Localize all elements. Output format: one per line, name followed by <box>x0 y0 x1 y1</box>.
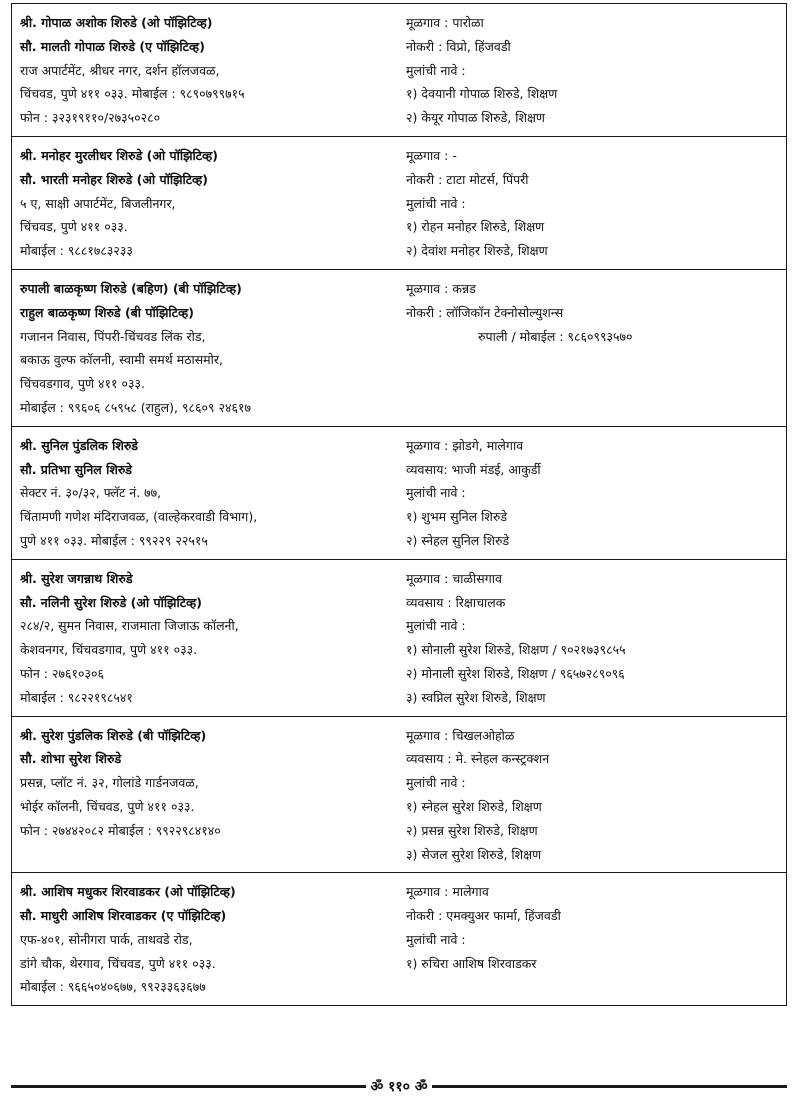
child-item: २) मोनाली सुरेश शिरुडे, शिक्षण / ९६५७२८९०९६ <box>406 665 625 681</box>
family-entry <box>11 270 787 427</box>
family-info <box>406 724 778 867</box>
occupation: व्यवसाय : रिक्षाचालक <box>406 594 506 610</box>
address-line: भोईर कॉलनी, चिंचवड, पुणे ४११ ०३३. <box>20 798 195 814</box>
child-item: १) स्नेहल सुरेश शिरुडे, शिक्षण <box>406 798 542 814</box>
address-line: डांगे चौक, थेरगाव, चिंचवड, पुणे ४११ ०३३. <box>20 955 216 971</box>
address-line: ५ ए, साक्षी अपार्टमेंट, बिजलीनगर, <box>20 195 176 211</box>
child-item: १) रुचिरा आशिष शिरवाडकर <box>406 955 537 971</box>
children-heading: मुलांची नावे : <box>406 62 466 78</box>
child-item: १) सोनाली सुरेश शिरुडे, शिक्षण / ९०२१७३९८५५ <box>406 642 626 658</box>
address-line: गजानन निवास, पिंपरी-चिंचवड लिंक रोड, <box>20 328 206 344</box>
contact-details <box>20 567 406 710</box>
occupation: नोकरी : लॉजिकॉन टेक्नोसोल्युशन्स <box>406 304 564 320</box>
child-item: ३) स्वप्निल सुरेश शिरुडे, शिक्षण <box>406 689 546 705</box>
child-item: २) केयूर गोपाळ शिरुडे, शिक्षण <box>406 110 545 126</box>
native-place: मूळगाव : झोडगे, मालेगाव <box>406 437 524 453</box>
address-line: बकाऊ वुल्फ कॉलनी, स्वामी समर्थ मठासमोर, <box>20 352 223 368</box>
address-line: चिंचवड, पुणे ४११ ०३३. मोबाईल : ९८९०७९९७१५ <box>20 86 245 102</box>
head-name: श्री. गोपाळ अशोक शिरुडे (ओ पॉझिटिव्ह) <box>20 15 213 30</box>
child-item: २) प्रसन्न सुरेश शिरुडे, शिक्षण <box>406 822 538 838</box>
contact-details <box>20 880 406 999</box>
native-place: मूळगाव : चिखलओहोळ <box>406 727 515 743</box>
head-name: रुपाली बाळकृष्ण शिरुडे (बहिण) (बी पॉझिटिव्ह) <box>20 280 242 296</box>
page-number: ॐ ११० ॐ <box>370 1078 428 1095</box>
native-place: मूळगाव : पारोळा <box>406 15 484 30</box>
page-footer <box>11 1076 787 1096</box>
phone-line: मोबाईल : ९९६०६ ८५९५८ (राहुल), ९८६०९ २४६१७ <box>20 399 251 415</box>
spouse-name: सौ. शोभा सुरेश शिरुडे <box>20 751 122 767</box>
family-entry <box>11 3 787 137</box>
child-item: २) देवांश मनोहर शिरुडे, शिक्षण <box>406 243 548 259</box>
child-item: १) शुभम सुनिल शिरुडे <box>406 509 508 525</box>
address-line: चिंचवड, पुणे ४११ ०३३. <box>20 219 128 235</box>
address-line: २८४/२, सुमन निवास, राजमाता जिजाऊ कॉलनी, <box>20 618 239 634</box>
address-line: चिंचवडगाव, पुणे ४११ ०३३. <box>20 376 145 392</box>
family-info <box>406 11 778 130</box>
contact-details <box>20 144 406 263</box>
head-name: श्री. मनोहर मुरलीधर शिरुडे (ओ पॉझिटिव्ह) <box>20 147 219 163</box>
footer-rule-left <box>11 1085 366 1088</box>
phone-line: रुपाली / मोबाईल : ९८६०९९३५७० <box>478 328 633 344</box>
spouse-name: राहुल बाळकृष्ण शिरुडे (बी पॉझिटिव्ह) <box>20 304 194 320</box>
occupation: व्यवसाय : मे. स्नेहल कन्स्ट्रक्शन <box>406 751 550 767</box>
family-info <box>406 434 778 553</box>
children-heading: मुलांची नावे : <box>406 618 466 634</box>
family-entry <box>11 873 787 1006</box>
family-info <box>406 144 778 263</box>
spouse-name: सौ. माधुरी आशिष शिरवाडकर (ए पॉझिटिव्ह) <box>20 908 227 924</box>
directory-page <box>11 3 787 1006</box>
child-item: २) स्नेहल सुनिल शिरुडे <box>406 532 510 548</box>
phone-line: फोन : ३२३१९११०/२७३५०२८० <box>20 110 161 126</box>
spouse-name: सौ. नलिनी सुरेश शिरुडे (ओ पॉझिटिव्ह) <box>20 594 203 610</box>
children-heading: मुलांची नावे : <box>406 195 466 211</box>
head-name: श्री. सुनिल पुंडलिक शिरुडे <box>20 437 138 453</box>
child-item: ३) सेजल सुरेश शिरुडे, शिक्षण <box>406 846 542 862</box>
contact-details <box>20 11 406 130</box>
family-info <box>406 277 778 420</box>
family-info <box>406 567 778 710</box>
children-heading: मुलांची नावे : <box>406 775 466 791</box>
native-place: मूळगाव : कन्नड <box>406 280 476 296</box>
family-entry <box>11 717 787 874</box>
spouse-name: सौ. मालती गोपाळ शिरुडे (ए पॉझिटिव्ह) <box>20 38 205 54</box>
family-info <box>406 880 778 999</box>
head-name: श्री. सुरेश पुंडलिक शिरुडे (बी पॉझिटिव्ह) <box>20 727 207 743</box>
address-line: प्रसन्न, प्लॉट नं. ३२, गोलांडे गार्डनजवळ, <box>20 775 199 791</box>
occupation: व्यवसाय: भाजी मंडई, आकुर्डी <box>406 461 541 477</box>
child-item: १) रोहन मनोहर शिरुडे, शिक्षण <box>406 219 545 235</box>
address-line: राज अपार्टमेंट, श्रीधर नगर, दर्शन हॉलजवळ, <box>20 62 220 78</box>
address-line: एफ-४०१, सोनीगरा पार्क, ताथवडे रोड, <box>20 931 193 947</box>
native-place: मूळगाव : मालेगाव <box>406 884 489 900</box>
address-line: सेक्टर नं. ३०/३२, फ्लॅट नं. ७७, <box>20 485 162 501</box>
child-item: १) देवयानी गोपाळ शिरुडे, शिक्षण <box>406 86 558 102</box>
head-name: श्री. सुरेश जगन्नाथ शिरुडे <box>20 570 133 586</box>
occupation: नोकरी : टाटा मोटर्स, पिंपरी <box>406 171 529 187</box>
family-entry <box>11 427 787 560</box>
phone-line: मोबाईल : ९८८१७८३२३३ <box>20 243 133 259</box>
phone-line: मोबाईल : ९६६५०४०६७७, ९९२३३६३६७७ <box>20 979 206 995</box>
contact-details <box>20 724 406 867</box>
children-heading: मुलांची नावे : <box>406 485 466 501</box>
phone-line: फोन : २७६१०३०६ <box>20 665 104 681</box>
contact-details <box>20 434 406 553</box>
phone-line: पुणे ४११ ०३३. मोबाईल : ९९२२९ २२५१५ <box>20 532 208 548</box>
family-entry <box>11 560 787 717</box>
address-line: केशवनगर, चिंचवडगाव, पुणे ४११ ०३३. <box>20 642 198 658</box>
footer-rule-right <box>432 1085 787 1088</box>
spouse-name: सौ. भारती मनोहर शिरुडे (ओ पॉझिटिव्ह) <box>20 171 209 187</box>
children-heading: मुलांची नावे : <box>406 931 466 947</box>
native-place: मूळगाव : - <box>406 147 457 163</box>
occupation: नोकरी : एमक्युअर फार्मा, हिंजवडी <box>406 908 561 924</box>
native-place: मूळगाव : चाळीसगाव <box>406 570 502 586</box>
spouse-name: सौ. प्रतिभा सुनिल शिरुडे <box>20 461 132 477</box>
phone-line: मोबाईल : ९८२२१९८५४१ <box>20 689 133 705</box>
contact-details <box>20 277 406 420</box>
address-line: चिंतामणी गणेश मंदिराजवळ, (वाल्हेकरवाडी विभाग), <box>20 509 258 525</box>
head-name: श्री. आशिष मधुकर शिरवाडकर (ओ पॉझिटिव्ह) <box>20 884 236 900</box>
phone-line: फोन : २७४४२०८२ मोबाईल : ९९२२९८४१४० <box>20 822 221 838</box>
family-entry <box>11 137 787 270</box>
occupation: नोकरी : विप्रो, हिंजवडी <box>406 38 511 54</box>
